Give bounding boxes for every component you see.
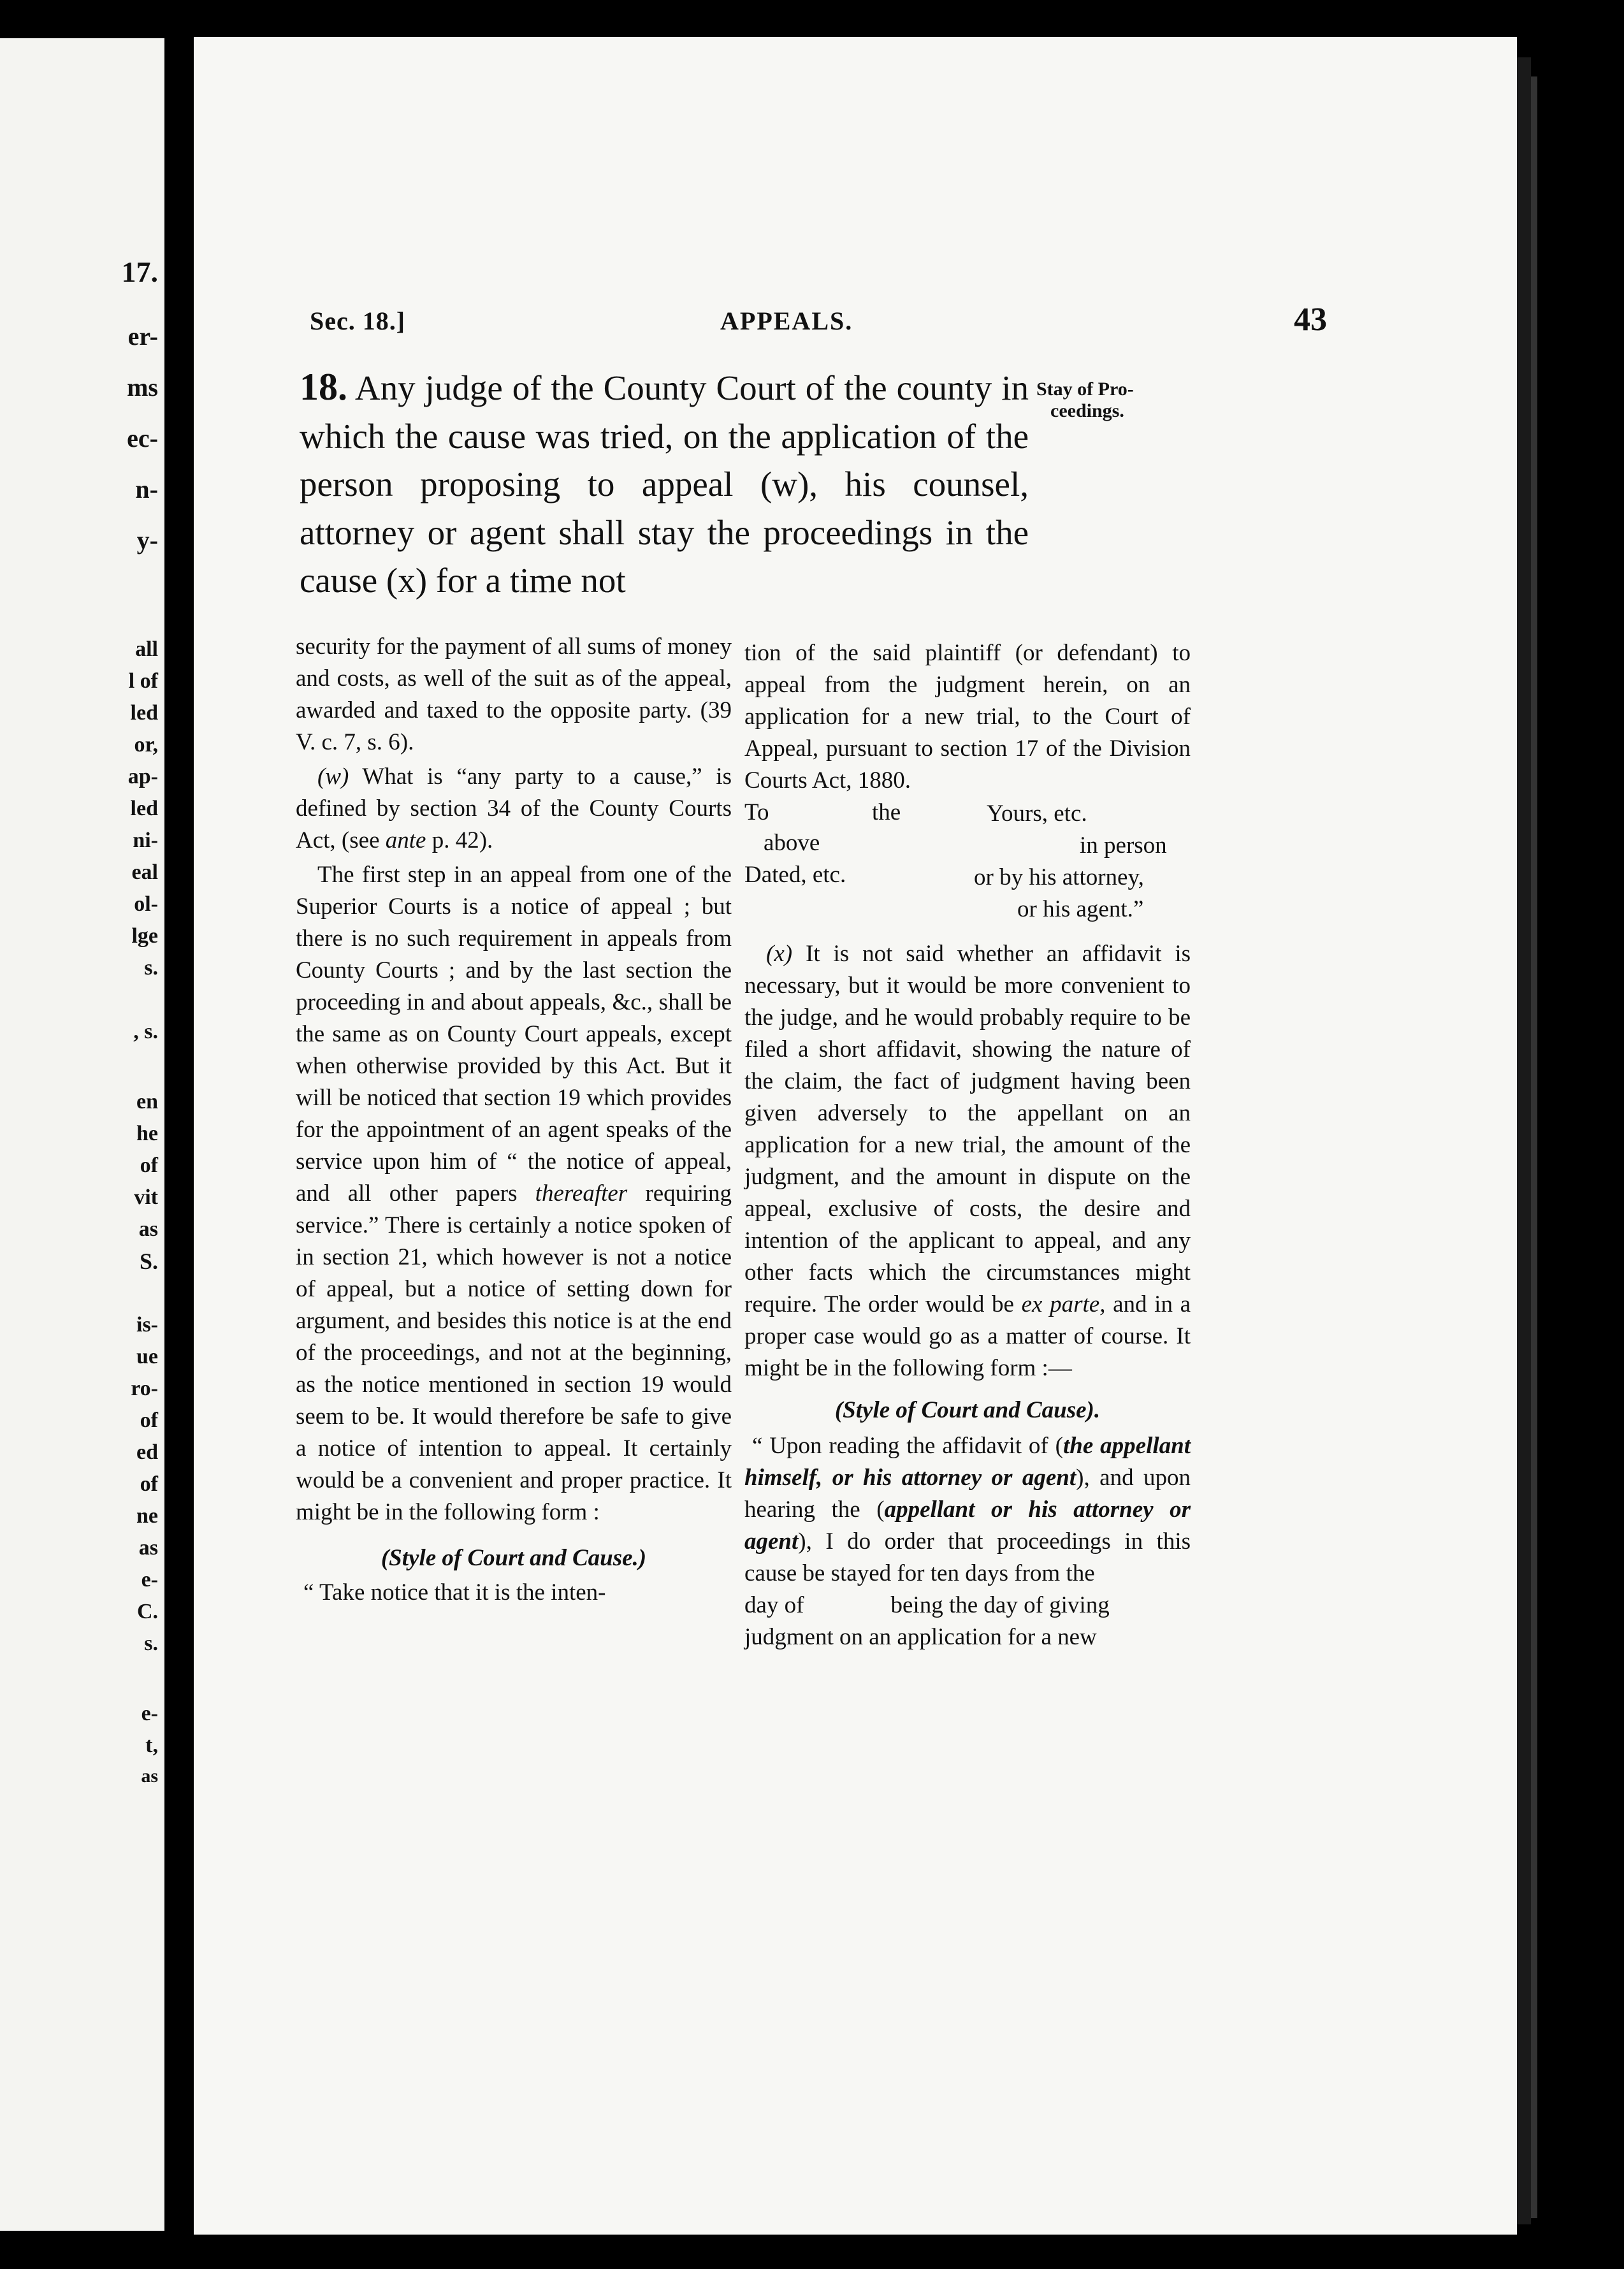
form-dated: Dated, etc. [744,862,846,888]
paragraph-text: being the day of giving judgment on an application for a new [744,1592,1110,1650]
note-x [744,938,1191,1384]
prev-page-text: ue [136,1345,158,1368]
prev-page-text: of [140,1472,158,1496]
prev-page-text: or, [134,733,158,757]
paragraph-text: ), I do order that proceedings in this cause be stayed for ten days from the [744,1528,1191,1586]
paragraph-italic: appellant or his attorney or agent [744,1497,1191,1555]
prev-page-text: n- [135,475,158,504]
marginal-note-line: Stay of Pro- [1036,379,1134,400]
paragraph-italic: thereafter [535,1180,628,1207]
prev-page-text: as [138,1536,158,1560]
right-column [744,637,1191,1653]
prev-page-text: er- [127,322,158,351]
left-paragraph [296,859,732,1528]
prev-page-text: all [135,637,158,661]
prev-page-text: ec- [127,424,158,453]
prev-page-text: ol- [134,892,158,916]
prev-page-text: t, [145,1734,158,1757]
paragraph-text: ), and upon hearing the ( [744,1465,1191,1523]
prev-page-text: he [136,1122,158,1145]
left-paragraph [296,631,732,758]
paragraph-italic: ante [385,827,426,853]
prev-page-text: e- [141,1702,158,1725]
form-above: above [764,830,820,856]
form-the: the [872,799,901,825]
notice-form-signature [744,797,1191,922]
prev-page-text: , s. [133,1020,158,1043]
prev-page-text: l of [128,669,158,693]
prev-page-text: y- [136,526,158,555]
style-of-cause-heading: (Style of Court and Cause). [834,1397,1101,1423]
right-paragraph: tion of the said plaintiff (or defendant) to appeal from the judgment herein, on an application for a new trial, to the Court of Appeal, pursuant to section 17 of the Division Courts Act, 1880. [744,640,1191,794]
page-edge [1531,76,1537,2218]
section-number: 18. [300,366,347,408]
prev-page-text: en [136,1090,158,1113]
prev-page-text: e- [141,1568,158,1591]
running-head [310,303,1330,342]
prev-page-text: ms [127,373,158,402]
prev-page-text: as [141,1765,158,1787]
form-agent: or his agent.” [1017,896,1144,922]
paragraph-text: p. 42). [431,827,493,853]
prev-page-text: ni- [133,829,158,852]
marginal-note-line: ceedings. [1050,400,1124,421]
paragraph-text: and in a proper case would go as a matter of course. It might be in the following form :— [744,1291,1191,1381]
prev-page-text: led [130,701,158,725]
paragraph-italic: the appellant himself, or his attorney or agent [744,1433,1191,1491]
prev-page-text: vit [134,1185,158,1209]
book-page [194,37,1517,2235]
paragraph-text: The first step in an appeal from one of the Superior Courts is a notice of appeal ; but there is no such requirement in appeals from County Courts ; and by the last section the proceeding in and about appeals, &c., shall be the same as on County Court appeals, except when otherwise provided by this Act. But it will be noticed that section 19 which provides for the appointment of an agent speaks of the service upon him of “ the notice of appeal, and all other papers [296,862,732,1207]
previous-page-fragment [0,38,164,2231]
prev-page-text: eal [131,860,158,884]
left-column [296,631,732,1609]
prev-page-text: lge [131,924,158,948]
prev-page-text: C. [136,1600,158,1623]
style-of-cause-heading: (Style of Court and Cause.) [381,1545,647,1571]
prev-page-text: ap- [127,765,158,788]
prev-page-text: ro- [131,1377,158,1400]
prev-page-text: is- [136,1313,158,1337]
statute-section [300,363,1029,605]
paragraph-italic: ex parte, [1021,1291,1106,1317]
running-head-title: APPEALS. [720,307,853,335]
note-w [296,761,732,857]
book-gutter [164,0,194,2269]
running-head-section: Sec. 18.] [310,307,406,335]
prev-page-text: as [138,1217,158,1241]
section-text: Any judge of the County Court of the county in which the cause was tried, on the application of the person proposing to appeal (w), his counsel, attorney or agent shall stay the proceedings in the cause (x) for a time not [300,368,1029,600]
prev-page-text: led [130,797,158,820]
form-in-person: in person [1080,832,1167,859]
prev-page-text: S. [139,1249,158,1274]
note-label: (w) [317,764,349,790]
prev-page-text: s. [144,1632,158,1655]
prev-page-text: ed [136,1440,158,1464]
prev-page-text: of [140,1154,158,1177]
paragraph-text: “ Upon reading the affidavit of ( [752,1433,1063,1459]
paragraph-text: It is not said whether an affidavit is necessary, but it would be more convenient to the judge, and he would probably require to be filed a short affidavit, showing the nature of the claim, the fact of judgment having been given adversely to the appellant on an application for a new trial, the amount of the judgment, and the amount in dispute on the appeal, exclusive of costs, the desire and intention of the applicant to appeal, and any other facts which the circumstances might require. The order would be [744,941,1191,1317]
prev-page-text: s. [144,956,158,980]
form-to: To [744,799,769,825]
paragraph-text: security for the payment of all sums of money and costs, as well of the suit as of the appeal, awarded and taxed to the opposite party. (39 V. c. 7, s. 6). [296,634,732,755]
paragraph-text: requiring service.” There is certainly a notice spoken of in section 21, which however is not a notice of appeal, but a notice of setting down for argument, and besides this notice is at the end of the proceedings, and not at the beginning, as the notice mentioned in section 19 would seem to be. It would therefore be safe to give a notice of intention to appeal. It certainly would be a convenient and proper practice. It might be in the following form : [296,1180,732,1525]
prev-page-text: of [140,1409,158,1432]
marginal-note [1036,379,1157,422]
form-attorney: or by his attorney, [974,864,1144,890]
order-quote-end [744,1590,1191,1653]
paragraph-text: What is “any party to a cause,” is defined by section 34 of the County Courts Act, (see [296,764,732,853]
note-label: (x) [766,941,793,967]
page-number: 43 [1294,301,1327,338]
prev-page-text: ne [136,1504,158,1528]
paragraph-text: day of [744,1592,804,1618]
prev-page-text: 17. [121,256,158,288]
page-edge [1517,57,1531,2224]
notice-quote: “ Take notice that it is the inten- [303,1579,606,1606]
form-yours: Yours, etc. [987,801,1087,827]
order-quote [744,1430,1191,1590]
